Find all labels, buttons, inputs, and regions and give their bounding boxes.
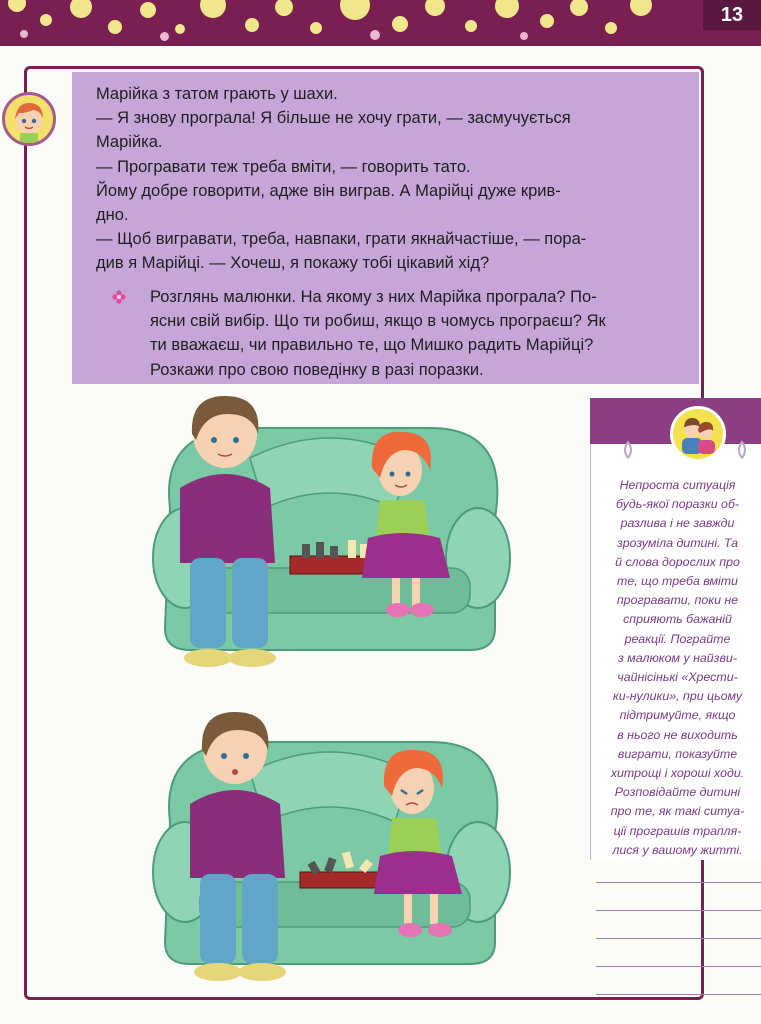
story-line: Йому добре говорити, адже він виграв. А Марійці дуже крив-: [96, 181, 561, 200]
task-text: [150, 285, 695, 382]
writing-line[interactable]: [596, 966, 761, 967]
writing-line[interactable]: [596, 938, 761, 939]
task-line: Розглянь малюнки. На якому з них Марійка програла? По-: [150, 288, 597, 306]
note-line: ції програшів трапля-: [613, 823, 742, 838]
story-line: — Щоб вигравати, треба, навпаки, грати якнайчастіше, — пора-: [96, 230, 587, 249]
top-decor-band: [0, 0, 761, 46]
story-text: [96, 82, 686, 276]
task-line: ти вважаєш, чи правильно те, що Мишко радить Марійці?: [150, 336, 594, 355]
note-line: зрозуміла дитині. Та: [616, 535, 739, 550]
writing-line[interactable]: [596, 910, 761, 911]
page-number: 13: [703, 0, 761, 30]
story-line: Марійка з татом грають у шахи.: [96, 85, 338, 103]
writing-line[interactable]: [596, 882, 761, 883]
note-line: підтримуйте, якщо: [619, 708, 736, 723]
note-line: про те, як такі ситуа-: [610, 804, 745, 819]
illustration-girl-upset: [140, 706, 520, 990]
story-line: див я Марійці. — Хочеш, я покажу тобі цікавий хід?: [96, 254, 490, 273]
parent-note-text: [596, 476, 759, 860]
note-line: й слова дорослих про: [615, 554, 740, 569]
story-line: — Я знову програла! Я більше не хочу грати, — засмучується: [96, 109, 571, 128]
note-line: в нього не виходить: [617, 727, 738, 742]
task-line: ясни свій вибір. Що ти робиш, якщо в чомусь програєш? Як: [150, 312, 606, 331]
note-line: хитрощі і хороші ходи.: [610, 766, 745, 781]
story-line: Марійка.: [96, 133, 163, 152]
note-line: Розповідайте дитині: [614, 785, 741, 800]
note-line: ки-нулики», при цьому: [612, 689, 743, 704]
note-line: чайнісінькі «Хрести-: [617, 670, 738, 685]
note-line: те, що треба вміти: [617, 574, 738, 589]
parents-icon: [670, 406, 726, 462]
task-line: Розкажи про свою поведінку в разі поразки.: [150, 360, 484, 379]
note-line: з малюком у найзви-: [618, 650, 737, 665]
note-line: будь-якої поразки об-: [615, 497, 740, 512]
note-line: разлива і не завжди: [620, 516, 735, 531]
note-line: програвати, поки не: [616, 593, 739, 608]
writing-line[interactable]: [596, 994, 761, 995]
flower-bullet-icon: [112, 290, 126, 304]
illustration-girl-happy: [140, 388, 520, 678]
story-line: дно.: [96, 206, 129, 225]
story-line: — Програвати теж треба вміти, — говорить тато.: [96, 157, 471, 176]
note-line: реакції. Пограйте: [624, 631, 731, 646]
girl-avatar-icon: [2, 92, 56, 146]
note-line: Непроста ситуація: [619, 478, 736, 492]
note-line: виграти, показуйте: [617, 746, 738, 761]
note-line: сприяють бажаній: [623, 612, 732, 627]
note-line: лися у вашому житті.: [612, 842, 743, 857]
